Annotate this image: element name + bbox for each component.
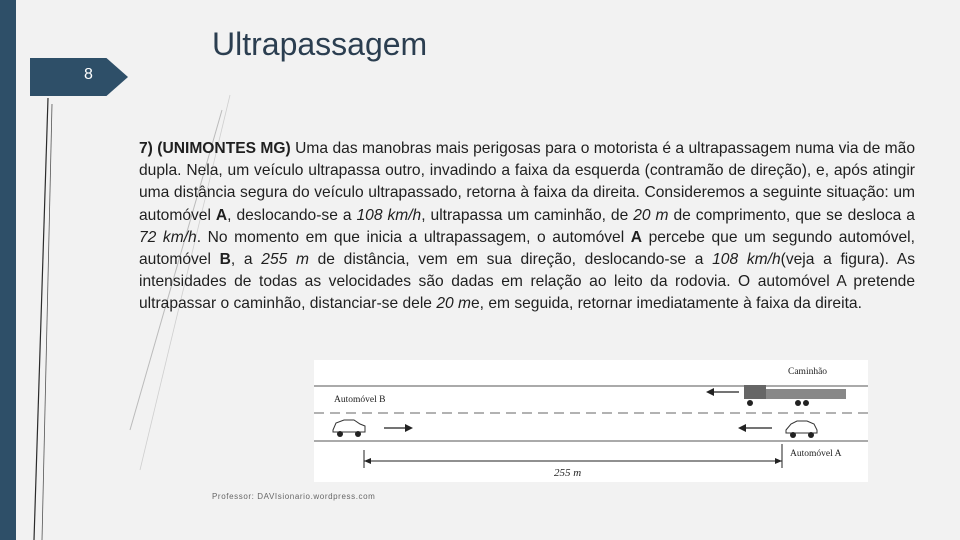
text-part: , ultrapassa um caminhão, de [421, 206, 634, 224]
text-part: percebe que um segundo automóvel, automóvel [139, 228, 915, 269]
text-part: (veja a figura). As intensidades de todas as velocidades são dadas em relação ao leito da rodovia. O automóvel A pretende ultrapassar o caminhão, distanciar-se dele [139, 251, 916, 313]
truck-label: Caminhão [788, 367, 828, 377]
deco-line [42, 104, 52, 540]
truck-icon [744, 385, 846, 406]
car-a-icon [786, 421, 817, 438]
page-number: 8 [84, 66, 93, 83]
speed-value: 108 km/h [712, 251, 781, 269]
text-part: e, em seguida, retornar imediatamente à faixa da direita. [470, 295, 862, 313]
distance-value: 255 m [261, 251, 309, 269]
car-b-label: Automóvel B [334, 395, 386, 405]
speed-value: 108 km/h [356, 206, 422, 224]
length-value: 20 m [633, 206, 669, 224]
footer-credit: Professor: DAVIsionario.wordpress.com [212, 492, 376, 501]
car-b-direction-arrow [384, 424, 413, 432]
text-part: . No momento em que inicia a ultrapassagem, o automóvel [196, 228, 631, 246]
truck-direction-arrow [706, 388, 739, 396]
deco-line [34, 98, 48, 540]
distance-label: 255 m [554, 467, 582, 479]
slide-title: Ultrapassagem [212, 26, 428, 62]
text-part: Uma das manobras mais perigosas para o motorista é a ultrapassagem numa via de mão dupla. Nela, um veículo ultrapassa outro, invadindo a faixa da esquerda (contramão de direção), e, após atingir uma distância segura do veículo ultrapassado, retorna à faixa da direita. Consideremos a seguinte situação: um automóvel [139, 140, 915, 224]
text-part: de distância, vem em sua direção, deslocando-se a [308, 251, 713, 269]
text-part: , deslocando-se a [227, 206, 357, 224]
car-b-ref: B [219, 251, 231, 269]
distance-dimension [364, 444, 782, 468]
gap-value: 20 m [436, 295, 471, 313]
car-a-label: Automóvel A [790, 449, 842, 459]
car-a-ref: A [630, 228, 643, 246]
text-part: , a [230, 251, 262, 269]
question-source: 7) (UNIMONTES MG) [139, 140, 291, 157]
car-b-icon [333, 420, 365, 437]
overtaking-figure [314, 360, 868, 482]
car-a-direction-arrow [738, 424, 772, 432]
speed-value: 72 km/h [139, 228, 197, 246]
car-a-ref: A [215, 206, 228, 224]
text-part: de comprimento, que se desloca a [668, 206, 915, 224]
question-text [139, 138, 915, 316]
